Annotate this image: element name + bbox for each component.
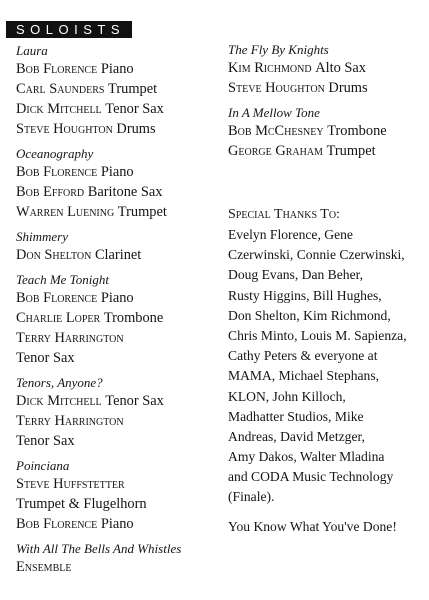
soloist-line [16,328,221,348]
track-title: In A Mellow Tone [228,105,320,120]
track-section [228,104,424,161]
soloist-line [16,245,221,265]
soloist-instrument: Trumpet [117,204,167,220]
soloist-instrument: Drums [116,121,156,137]
thanks-line: KLON, John Killoch, [228,388,346,404]
track-section [16,374,221,451]
soloist-name: Warren Luening [16,204,115,220]
track-section [16,145,221,222]
thanks-line: Madhatter Studios, Mike [228,408,364,424]
soloist-name: Bob Florence [16,61,98,77]
left-column [16,42,221,577]
banner-label: SOLOISTS [16,22,126,37]
thanks-lines [228,225,424,508]
soloist-name: Bob Florence [16,516,98,532]
closing-line: You Know What You've Done! [228,518,397,534]
soloist-instrument: Piano [100,61,134,77]
thanks-line: Rusty Higgins, Bill Hughes, [228,287,382,303]
soloist-line [16,494,221,514]
soloist-instrument: Tenor Sax [16,433,75,449]
soloist-line [16,59,221,79]
soloist-instrument: Tenor Sax [105,101,164,117]
soloist-name: Steve Houghton [16,121,113,137]
soloist-name: Bob Florence [16,290,98,306]
soloist-instrument: Alto Sax [315,60,366,76]
soloist-line [16,474,221,494]
soloist-instrument: Trumpet [108,81,158,97]
soloist-instrument: Clarinet [94,247,142,263]
track-section [228,41,424,98]
soloist-line [16,79,221,99]
soloist-name: Dick Mitchell [16,101,102,117]
soloist-name: Bob Florence [16,164,98,180]
soloist-line [16,348,221,368]
soloist-line [16,514,221,534]
thanks-heading: Special Thanks To: [228,207,340,222]
soloist-line [16,162,221,182]
track-title: Oceanography [16,146,94,161]
thanks-line: Evelyn Florence, Gene [228,227,353,242]
soloist-name: Bob Efford [16,184,85,200]
soloist-instrument: Trumpet [326,143,376,159]
track-section [16,540,221,577]
thanks-line: Amy Dakos, Walter Mladina [228,449,385,465]
soloist-instrument: Baritone Sax [87,184,163,200]
soloist-instrument: Trombone [103,310,164,326]
track-title: Shimmery [16,229,68,244]
soloist-instrument: Tenor Sax [16,350,75,366]
thanks-line: and CODA Music Technology [228,469,394,485]
soloist-name: Steve Huffstetter [16,476,125,492]
track-section [16,42,221,139]
soloist-instrument: Tenor Sax [105,393,164,409]
thanks-line: MAMA, Michael Stephans, [228,368,380,384]
soloist-name: Kim Richmond [228,60,312,76]
soloist-line [16,182,221,202]
soloist-name: George Graham [228,143,323,159]
soloist-line [228,141,424,161]
soloist-instrument: Trumpet & Flugelhorn [16,496,147,512]
track-title: Laura [16,43,48,58]
track-title: With All The Bells And Whistles [16,541,182,556]
soloist-name: Don Shelton [16,247,92,263]
soloist-line [16,288,221,308]
soloist-line [16,308,221,328]
soloist-name: Carl Saunders [16,81,105,97]
soloist-line [228,58,424,78]
soloist-line [16,431,221,451]
soloist-name: Bob McChesney [228,123,324,139]
soloist-line [228,121,424,141]
soloist-line [16,119,221,139]
soloist-line [16,99,221,119]
soloist-instrument: Trombone [327,123,387,139]
track-title: The Fly By Knights [228,42,329,57]
soloist-line [16,557,221,577]
track-title: Tenors, Anyone? [16,375,103,390]
soloist-name: Steve Houghton [228,80,325,96]
track-section [16,228,221,265]
soloist-instrument: Piano [100,516,134,532]
soloist-instrument: Drums [328,80,368,96]
thanks-line: Cathy Peters & everyone at [228,348,378,364]
soloist-name: Terry Harrington [16,330,124,346]
track-section [16,271,221,368]
soloist-line [16,411,221,431]
soloist-name: Charlie Loper [16,310,101,326]
special-thanks [228,205,424,537]
soloist-instrument: Piano [100,290,134,306]
thanks-line: Czerwinski, Connie Czerwinski, [228,247,405,263]
soloist-instrument: Piano [100,164,134,180]
thanks-line: Chris Minto, Louis M. Sapienza, [228,327,407,343]
thanks-line: Don Shelton, Kim Richmond, [228,307,391,323]
thanks-line: Andreas, David Metzger, [228,428,365,444]
track-section [16,457,221,534]
track-title: Teach Me Tonight [16,272,109,287]
soloist-line [16,202,221,222]
soloist-line [16,391,221,411]
soloist-name: Terry Harrington [16,413,124,429]
soloists-banner [6,21,132,38]
thanks-line: (Finale). [228,489,275,505]
right-sections [228,41,424,161]
soloist-line [228,78,424,98]
soloist-name: Dick Mitchell [16,393,102,409]
soloist-name: Ensemble [16,559,72,575]
thanks-line: Doug Evans, Dan Beher, [228,267,363,283]
right-column [228,41,424,537]
track-title: Poinciana [16,458,70,473]
